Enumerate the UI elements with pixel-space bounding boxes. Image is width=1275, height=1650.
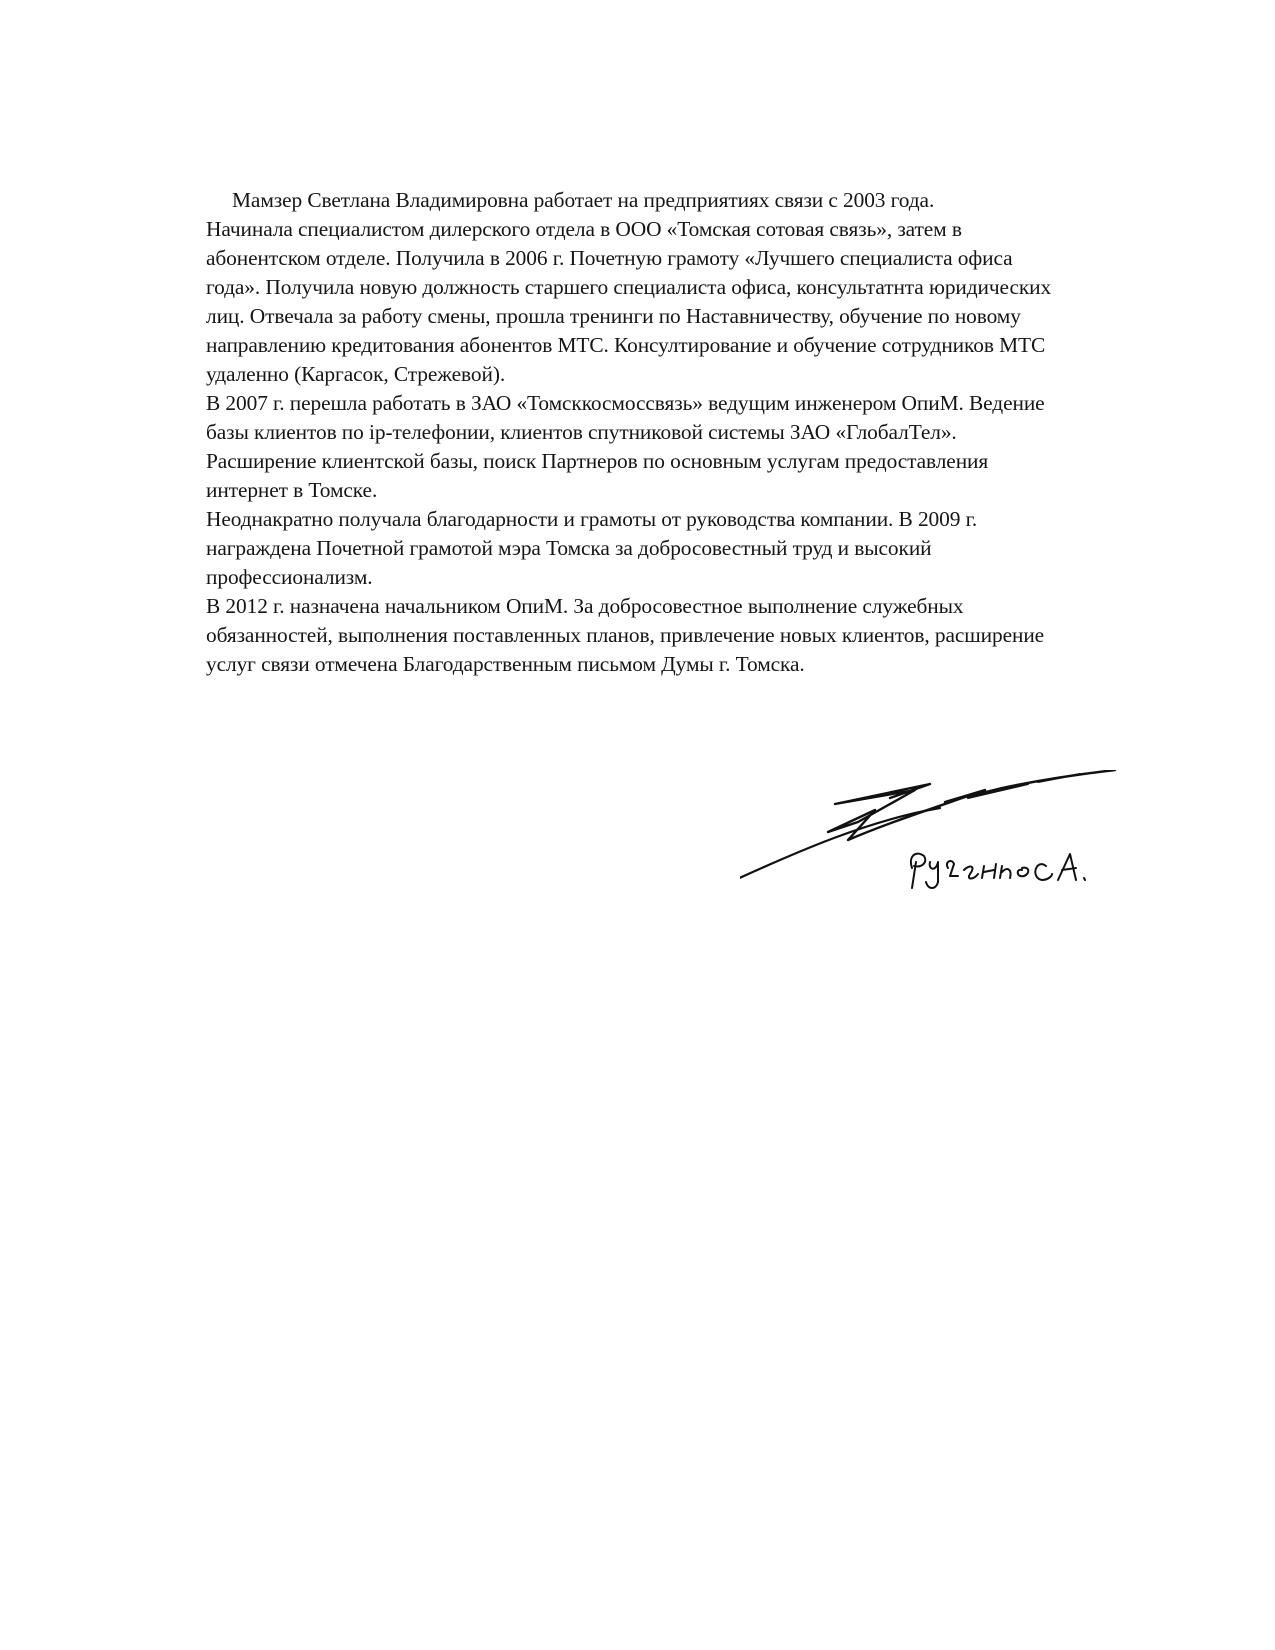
handwritten-signature <box>740 770 1200 930</box>
text-line-8: В 2007 г. перешла работать в ЗАО «Томсккосмоссвязь» ведущим инженером ОпиМ. Ведение <box>206 391 1045 415</box>
signature-name-stroke <box>911 854 1085 888</box>
text-line-3: абонентском отделе. Получила в 2006 г. Почетную грамоту «Лучшего специалиста офиса <box>206 246 1013 270</box>
text-line-11: интернет в Томске. <box>206 478 378 502</box>
signature-dash-stroke <box>1038 774 1080 782</box>
text-line-1: Мамзер Светлана Владимировна работает на предприятиях связи с 2003 года. <box>232 188 935 212</box>
text-line-2: Начинала специалистом дилерского отдела в ООО «Томская сотовая связь», затем в <box>206 217 962 241</box>
text-line-15: В 2012 г. назначена начальником ОпиМ. За добросовестное выполнение служебных <box>206 594 964 618</box>
text-line-4: года». Получила новую должность старшего специалиста офиса, консультатнта юридических <box>206 275 1052 299</box>
text-line-9: базы клиентов по ip-телефонии, клиентов спутниковой системы ЗАО «ГлобалТел». <box>206 420 957 444</box>
text-line-17: услуг связи отмечена Благодарственным письмом Думы г. Томска. <box>206 652 805 676</box>
signature-main-stroke <box>828 770 1115 840</box>
text-line-6: направлению кредитования абонентов МТС. Консултирование и обучение сотрудников МТС <box>206 333 1046 357</box>
signature-short-stroke <box>968 784 1028 798</box>
text-line-13: награждена Почетной грамотой мэра Томска за добросовестный труд и высокий <box>206 536 932 560</box>
text-line-14: профессионализм. <box>206 565 373 589</box>
text-line-5: лиц. Отвечала за работу смены, прошла тренинги по Наставничеству, обучение по новому <box>206 304 1021 328</box>
text-line-16: обязанностей, выполнения поставленных планов, привлечение новых клиентов, расширение <box>206 623 1045 647</box>
text-line-12: Неоднакратно получала благодарности и грамоты от руководства компании. В 2009 г. <box>206 507 978 531</box>
characteristic-text <box>206 186 1266 679</box>
text-line-10: Расширение клиентской базы, поиск Партнеров по основным услугам предоставления <box>206 449 989 473</box>
signature-flourish-stroke <box>740 808 940 886</box>
text-line-7: удаленно (Каргасок, Стрежевой). <box>206 362 506 386</box>
